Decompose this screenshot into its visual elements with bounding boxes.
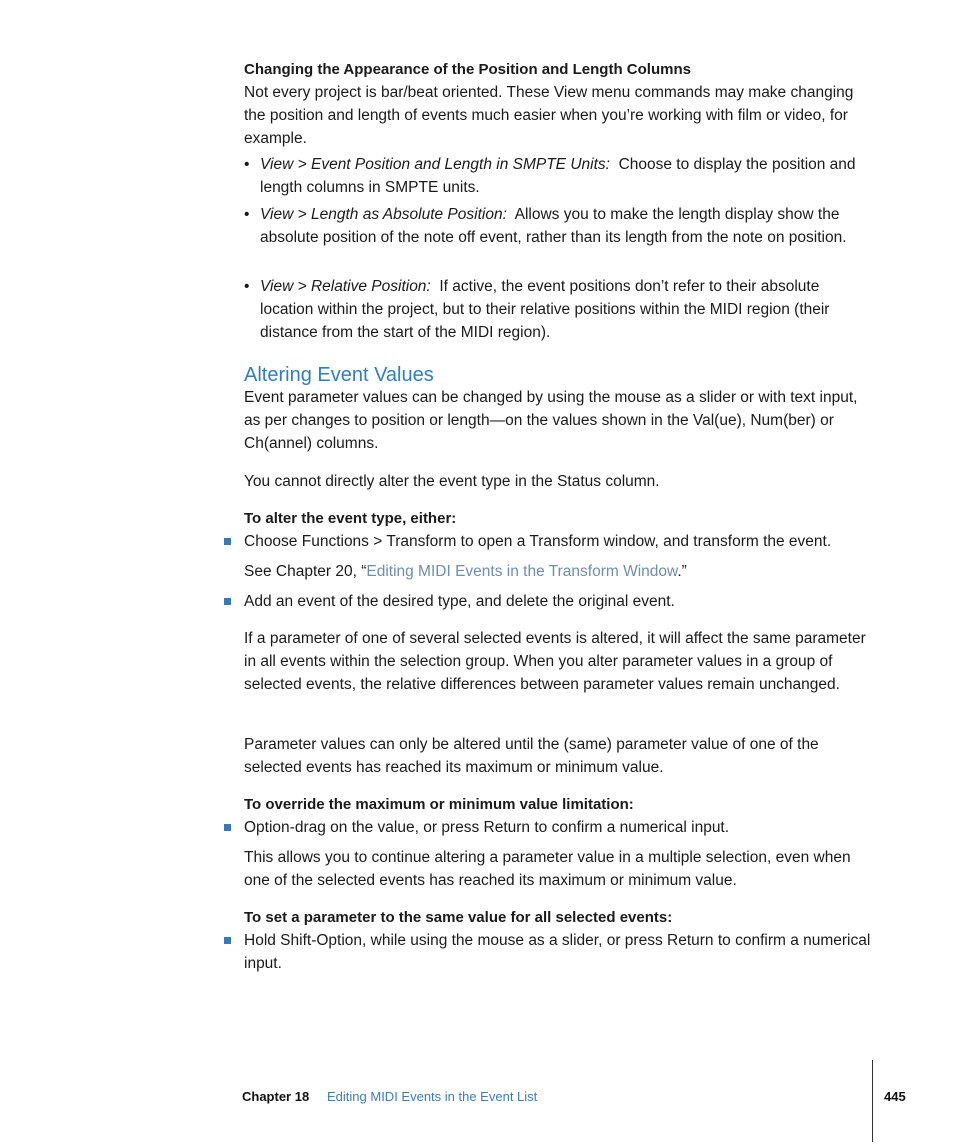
- bullet-item-absolute: [244, 203, 874, 272]
- paragraph-altering-intro: Event parameter values can be changed by using the mouse as a slider or with text input, as per changes to position or length—on the values shown in the Val(ue), Num(ber) or Ch(annel) columns.: [244, 389, 858, 452]
- paragraph-status-column: You cannot directly alter the event type in the Status column.: [244, 473, 660, 490]
- section-subheading-appearance: Changing the Appearance of the Position and Length Columns: [244, 61, 691, 78]
- task-step-add-event: Add an event of the desired type, and delete the original event.: [222, 590, 874, 613]
- footer-chapter-label: Chapter 18: [242, 1089, 310, 1104]
- task-heading-same-value: To set a parameter to the same value for all selected events:: [244, 909, 673, 926]
- bullet-square-icon: [224, 538, 231, 545]
- bullet-square-icon: [224, 598, 231, 605]
- cross-reference-link[interactable]: Editing MIDI Events in the Transform Window: [366, 563, 678, 580]
- bullet-item-smpte: [244, 153, 874, 199]
- bullet-square-icon: [224, 937, 231, 944]
- task-step-transform: Choose Functions > Transform to open a Transform window, and transform the event.: [222, 530, 874, 553]
- menu-path-term: View > Length as Absolute Position:: [260, 206, 507, 223]
- bullet-description: Allows you to make the length display show the absolute position of the note off event, rather than its length from the note on position.: [260, 206, 847, 246]
- bullet-dot-icon: •: [244, 156, 250, 173]
- task-heading-alter-type: To alter the event type, either:: [244, 510, 457, 527]
- task-step-shift-option: Hold Shift-Option, while using the mouse as a slider, or press Return to confirm a numerical input.: [222, 929, 874, 975]
- menu-path-term: View > Relative Position:: [260, 278, 431, 295]
- task-heading-override: To override the maximum or minimum value limitation:: [244, 796, 634, 813]
- bullet-square-icon: [224, 824, 231, 831]
- footer-chapter-title: Editing MIDI Events in the Event List: [327, 1089, 538, 1104]
- footer-page-number: 445: [884, 1089, 906, 1104]
- section-intro-paragraph: Not every project is bar/beat oriented. These View menu commands may make changing the position and length of events much easier when you’re working with film or video, for example.: [244, 84, 854, 147]
- bullet-dot-icon: •: [244, 278, 250, 295]
- task-note-override: This allows you to continue altering a parameter value in a multiple selection, even when one of the selected events has reached its maximum or minimum value.: [244, 849, 851, 889]
- menu-path-term: View > Event Position and Length in SMPTE Units:: [260, 156, 610, 173]
- cross-reference-note: See Chapter 20, “Editing MIDI Events in the Transform Window.”: [244, 563, 687, 580]
- footer-divider: [872, 1060, 873, 1142]
- paragraph-selection-group: If a parameter of one of several selected events is altered, it will affect the same parameter in all events within the selection group. When you alter parameter values in a group of selected events, the relative differences between parameter values remain unchanged.: [244, 630, 866, 693]
- paragraph-limits: Parameter values can only be altered until the (same) parameter value of one of the selected events has reached its maximum or minimum value.: [244, 736, 819, 776]
- bullet-dot-icon: •: [244, 206, 250, 223]
- task-step-option-drag: Option-drag on the value, or press Return to confirm a numerical input.: [222, 816, 874, 839]
- bullet-description: If active, the event positions don’t refer to their absolute location within the project, but to their relative positions within the MIDI region (their distance from the start of the MIDI region).: [260, 278, 830, 341]
- bullet-item-relative: [244, 275, 874, 344]
- bullet-description: Choose to display the position and length columns in SMPTE units.: [260, 156, 856, 196]
- section-heading-altering: Altering Event Values: [244, 364, 434, 386]
